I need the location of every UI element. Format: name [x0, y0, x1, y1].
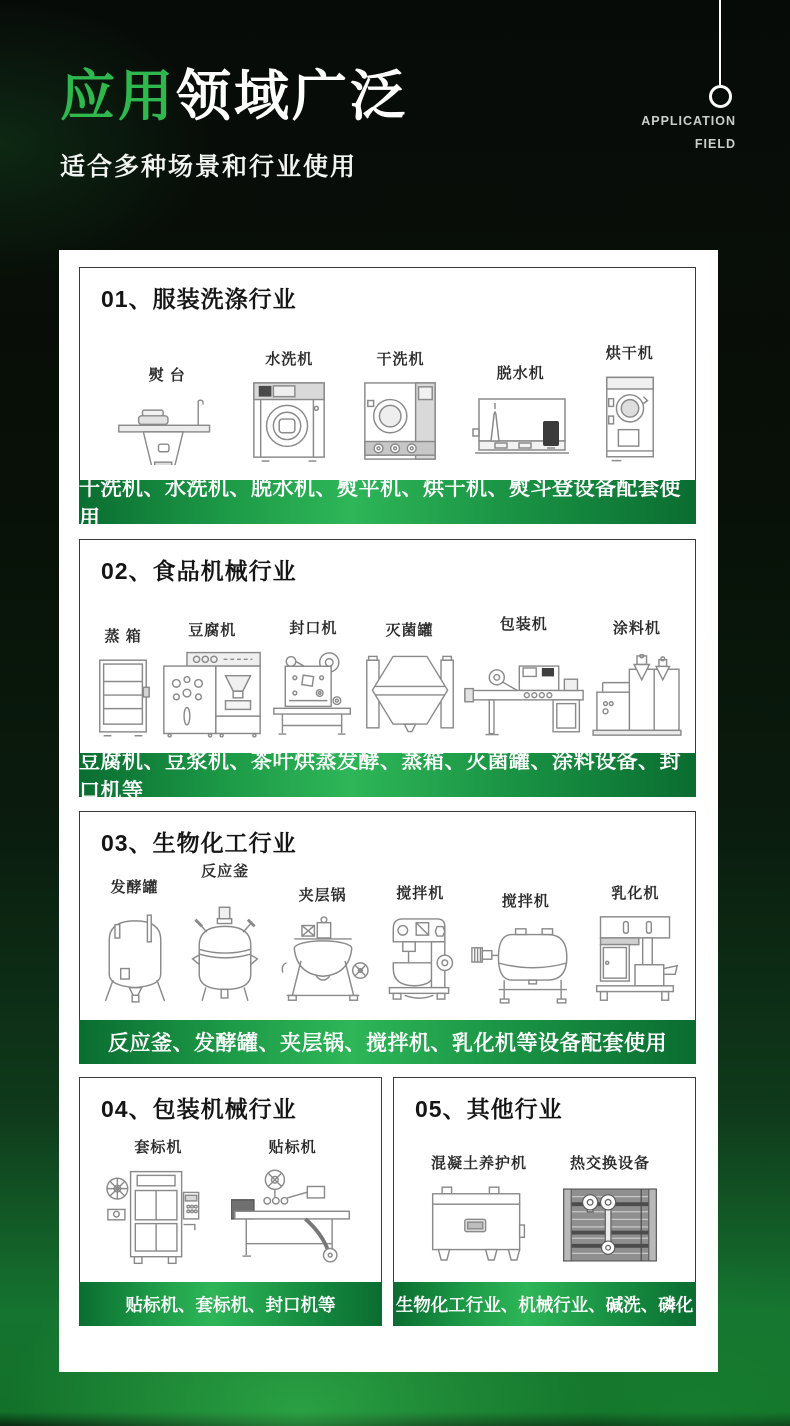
page-title-accent: 应用 [60, 65, 177, 127]
machine-label: 干洗机 [376, 351, 425, 368]
machine-label: 封口机 [289, 620, 338, 637]
machine-label: 反应釜 [201, 863, 250, 880]
machine-label: 发酵罐 [110, 879, 159, 896]
machine-item [275, 884, 371, 1005]
machines-row [86, 586, 689, 738]
section-title: 05、其他行业 [415, 1096, 563, 1122]
section-card-packaging [79, 1077, 382, 1326]
machine-label: 脱水机 [496, 365, 545, 382]
emulsifier-illustration [589, 913, 681, 1005]
dewatering-machine-illustration [471, 393, 571, 465]
machine-label: 涂料机 [612, 620, 661, 637]
packing-machine-illustration [463, 658, 585, 738]
washing-machine-illustration [248, 379, 330, 465]
machine-item [463, 613, 585, 738]
machine-label: 搅拌机 [501, 893, 550, 910]
machines-row [86, 858, 689, 1005]
machine-item [558, 1152, 662, 1267]
machine-item [183, 860, 267, 1005]
machine-label: 乳化机 [611, 885, 660, 902]
header-tag-line1: APPLICATION [641, 114, 736, 128]
reactor-illustration [183, 905, 267, 1005]
sterilization-tank-illustration [363, 650, 457, 738]
ironing-table-illustration [115, 395, 219, 465]
header-tag-line2: FIELD [694, 136, 736, 151]
section-banner: 贴标机、套标机、封口机等 [79, 1282, 382, 1326]
section-title: 03、生物化工行业 [101, 830, 297, 856]
machine-label: 搅拌机 [396, 885, 445, 902]
machine-item [470, 890, 582, 1005]
tofu-machine-illustration [160, 650, 264, 738]
machine-item [427, 1152, 531, 1267]
machines-row [86, 314, 689, 465]
machines-row [400, 1124, 689, 1267]
machine-label: 套标机 [134, 1139, 183, 1156]
horizontal-mixer-illustration [470, 921, 582, 1005]
heat-exchanger-illustration [558, 1183, 662, 1267]
section-title: 01、服装洗涤行业 [101, 286, 297, 312]
machine-label: 混凝土养护机 [430, 1155, 527, 1172]
machine-label: 贴标机 [268, 1139, 317, 1156]
machine-item [589, 882, 681, 1005]
machines-row [86, 1124, 375, 1267]
jacketed-kettle-illustration [275, 915, 371, 1005]
header-english-tag [641, 110, 736, 155]
page-title [60, 66, 408, 127]
section-card-laundry [79, 267, 696, 530]
section-title: 02、食品机械行业 [101, 558, 297, 584]
machine-item [94, 876, 176, 1005]
machine-label: 烘干机 [605, 345, 654, 362]
decorative-line [719, 0, 721, 85]
machine-item [363, 619, 457, 738]
concrete-curing-machine-illustration [427, 1183, 531, 1267]
section-card-other [393, 1077, 696, 1326]
bottom-cards-row [79, 1077, 698, 1326]
machine-label: 夹层锅 [298, 887, 347, 904]
machine-label: 热交换设备 [569, 1155, 650, 1172]
page-title-rest: 领域广泛 [176, 65, 409, 127]
page-header [60, 66, 408, 183]
machine-item [231, 1136, 355, 1267]
machine-item [270, 617, 356, 738]
machine-item [115, 364, 219, 465]
machine-label: 包装机 [499, 616, 548, 633]
labeling-machine-illustration [231, 1167, 355, 1267]
section-card-food [79, 539, 696, 803]
machine-label: 熨 台 [148, 367, 186, 384]
machine-label: 豆腐机 [188, 622, 237, 639]
machine-label: 蒸 箱 [104, 628, 142, 645]
machine-item [359, 348, 441, 465]
section-banner: 干洗机、水洗机、脱水机、熨平机、烘干机、熨斗登设备配套使用 [79, 480, 696, 524]
steam-cabinet-illustration [92, 656, 154, 738]
machine-item [160, 619, 264, 738]
machine-label: 水洗机 [265, 351, 314, 368]
machine-item [600, 342, 660, 465]
stand-mixer-illustration [378, 913, 462, 1005]
machine-item [378, 882, 462, 1005]
decorative-circle-icon [709, 85, 732, 108]
section-card-biochemical [79, 811, 696, 1064]
machine-item [106, 1136, 210, 1267]
page-subtitle: 适合多种场景和行业使用 [60, 152, 358, 181]
machine-item [471, 362, 571, 465]
dry-cleaning-machine-illustration [359, 379, 441, 465]
section-banner: 生物化工行业、机械行业、碱洗、磷化 [393, 1282, 696, 1326]
drying-machine-illustration [600, 373, 660, 465]
fermentation-tank-illustration [94, 913, 176, 1005]
content-panel [59, 250, 718, 1372]
sleeve-labeling-machine-illustration [106, 1167, 210, 1267]
section-banner: 反应釜、发酵罐、夹层锅、搅拌机、乳化机等设备配套使用 [79, 1020, 696, 1064]
machine-item [591, 617, 683, 738]
sealing-machine-illustration [270, 648, 356, 738]
section-title: 04、包装机械行业 [101, 1096, 297, 1122]
machine-label: 灭菌罐 [385, 622, 434, 639]
section-banner: 豆腐机、豆浆机、茶叶烘蒸发酵、蒸箱、灭菌罐、涂料设备、封口机等 [79, 753, 696, 797]
machine-item [248, 348, 330, 465]
coating-machine-illustration [591, 654, 683, 738]
machine-item [92, 625, 154, 738]
